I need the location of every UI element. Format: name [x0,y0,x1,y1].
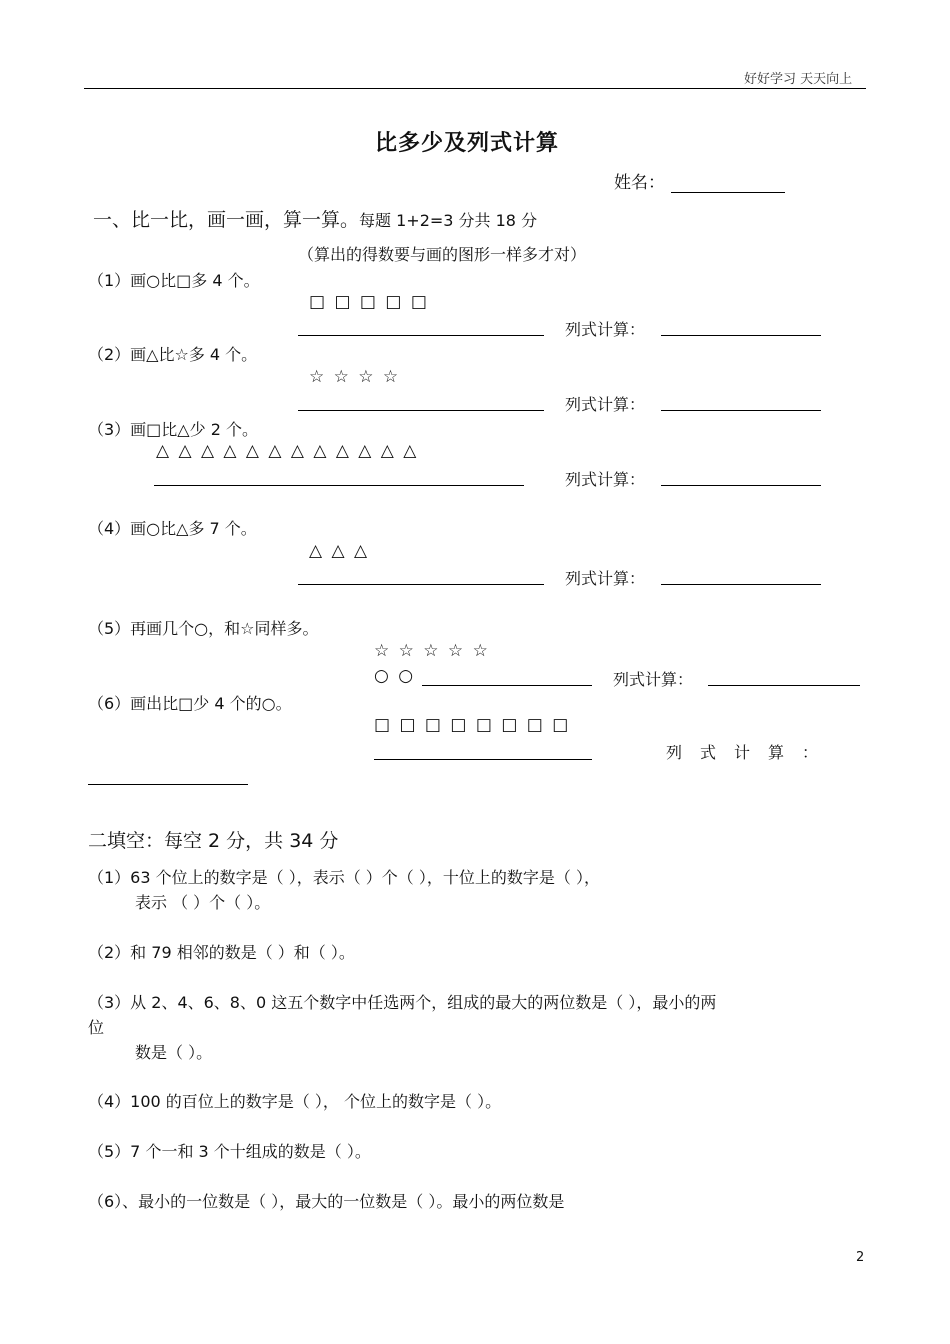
item4-label: （4）画○比△多 7 个。 [88,519,257,538]
item1-calc-label: 列式计算： [565,320,646,339]
item6-shapes: □ □ □ □ □ □ □ □ [374,715,571,735]
q3-line3: 数是（ ）。 [135,1043,213,1062]
page-number: 2 [856,1250,865,1265]
item4-shapes: △ △ △ [309,541,370,561]
item3-label: （3）画□比△少 2 个。 [88,420,258,439]
item4-draw-blank[interactable] [298,583,544,585]
item1-draw-blank[interactable] [298,334,544,336]
header-rule [84,88,866,89]
q5: （5）7 个一和 3 个十组成的数是（ ）。 [88,1142,371,1161]
item3-calc-label: 列式计算： [565,470,646,489]
item5-draw-blank[interactable] [422,684,592,686]
page-title: 比多少及列式计算 [375,131,560,156]
item3-calc-blank[interactable] [661,484,821,486]
q3-line1: （3）从 2、4、6、8、0 这五个数字中任选两个，组成的最大的两位数是（ ），最小的两 [88,993,717,1012]
item6-label: （6）画出比□少 4 个的○。 [88,694,292,713]
q4: （4）100 的百位上的数字是（ ）， 个位上的数字是（ ）。 [88,1092,502,1111]
name-blank[interactable] [671,191,785,193]
section1-heading-row [93,205,537,232]
item5-calc-blank[interactable] [708,684,860,686]
item1-calc-blank[interactable] [661,334,821,336]
section2-heading: 二填空：每空 2 分，共 34 分 [88,830,339,852]
item5-label: （5）再画几个○，和☆同样多。 [88,619,319,638]
item2-calc-blank[interactable] [661,409,821,411]
item2-draw-blank[interactable] [298,409,544,411]
item5-shapes: ☆ ☆ ☆ ☆ ☆ [374,641,490,661]
item3-draw-blank[interactable] [154,484,524,486]
item4-calc-label: 列式计算： [565,569,646,588]
item6-calc-blank[interactable] [88,783,248,785]
name-field [614,168,785,193]
q3-line2: 位 [88,1018,105,1037]
item1-label: （1）画○比□多 4 个。 [88,271,260,290]
item1-shapes: □ □ □ □ □ [309,292,429,312]
item5-calc-label: 列式计算： [613,670,694,689]
section1-score: 每题 1+2=3 分共 18 分 [359,211,538,230]
header-text: 好好学习 天天向上 [744,72,853,87]
section1-instruction: （算出的得数要与画的图形一样多才对） [298,245,587,264]
q6: （6）、最小的一位数是（ ），最大的一位数是（ ）。最小的两位数是 [88,1192,565,1211]
item2-calc-label: 列式计算： [565,395,646,414]
q1-line1: （1）63 个位上的数字是（ ），表示（ ）个（ ），十位上的数字是（ ）， [88,868,600,887]
item4-calc-blank[interactable] [661,583,821,585]
name-label: 姓名： [614,173,665,193]
item3-shapes: △ △ △ △ △ △ △ △ △ △ △ △ [156,441,419,461]
item6-draw-blank[interactable] [374,758,592,760]
section1-heading: 一、比一比，画一画，算一算。 [93,209,360,231]
q2: （2）和 79 相邻的数是（ ）和（ ）。 [88,943,355,962]
q1-line2: 表示 （ ）个（ ）。 [135,893,271,912]
item5-circles: ○ ○ [374,666,416,686]
item6-calc-label: 列式计算： [666,743,837,762]
item2-shapes: ☆ ☆ ☆ ☆ [309,367,401,387]
item2-label: （2）画△比☆多 4 个。 [88,345,258,364]
